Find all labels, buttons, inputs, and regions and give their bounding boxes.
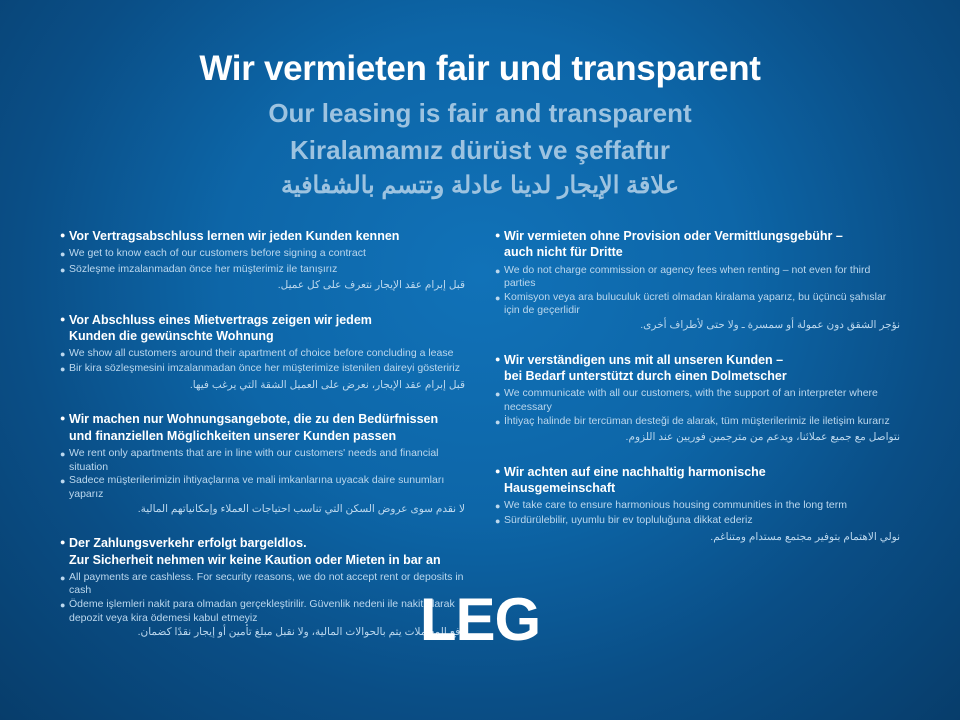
statement-de-text: Vor Abschluss eines Mietvertrags zeigen wir jedem bbox=[69, 312, 372, 327]
page-title-ar: علاقة الإيجار لدينا عادلة وتتسم بالشفافية bbox=[280, 172, 680, 200]
statement-en-text: We communicate with all our customers, with the support of an interpreter where necessary bbox=[504, 387, 878, 413]
bullet-icon: ● bbox=[495, 292, 501, 303]
statement-en bbox=[60, 247, 465, 262]
logo-text: LEG bbox=[419, 586, 541, 653]
statement-tr-text: Bir kira sözleşmesini imzalanmadan önce her müşterimize istenilen daireyi gösteririz bbox=[69, 362, 460, 375]
statement-ar-text: ‏لا نقدم سوى عروض السكن التي تناسب احتياجات العملاء وإمكانياتهم المالية. bbox=[137, 502, 465, 515]
statement-ar-text: ‏دفع المعاملات يتم بالحوالات المالية، ولا نقبل مبلغ تأمين أو إيجار نقدًا كضمان. bbox=[137, 626, 465, 639]
bullet-icon: ● bbox=[60, 537, 66, 548]
page-title-en: Our leasing is fair and transparent bbox=[268, 98, 692, 128]
statement-block bbox=[60, 228, 465, 294]
bullet-icon: ● bbox=[60, 413, 66, 424]
page-title-tr: Kiralamamız dürüst ve şeffaftır bbox=[289, 135, 670, 166]
bullet-icon: ● bbox=[60, 476, 66, 487]
statement-de-text: Wir verständigen uns mit all unseren Kunden – bbox=[504, 352, 784, 367]
statement-en bbox=[495, 387, 900, 414]
bullet-icon: ● bbox=[60, 349, 66, 360]
statement-en-text: We show all customers around their apartment of choice before concluding a lease bbox=[69, 347, 454, 360]
statement-tr bbox=[495, 514, 900, 529]
statement-de-text-cont: bei Bedarf unterstützt durch einen Dolmetscher bbox=[504, 369, 787, 384]
bullet-icon: ● bbox=[495, 416, 501, 427]
statement-tr-text: Komisyon veya ara buluculuk ücreti olmadan kiralama yaparız, bu üçüncü şahıslar için de geçerlidir bbox=[504, 290, 887, 317]
statement-block bbox=[60, 411, 465, 517]
bullet-icon: ● bbox=[495, 265, 501, 276]
statement-tr-text: Sözleşme imzalanmadan önce her müşterimiz ile tanışırız bbox=[69, 262, 338, 275]
bullet-icon: ● bbox=[60, 572, 66, 583]
statement-tr bbox=[495, 291, 900, 318]
bullet-icon: ● bbox=[495, 501, 501, 512]
statement-de-text-cont: Zur Sicherheit nehmen wir keine Kaution oder Mieten in bar an bbox=[69, 552, 441, 567]
statement-de-text: Wir machen nur Wohnungsangebote, die zu den Bedürfnissen bbox=[69, 412, 439, 427]
statement-tr bbox=[60, 362, 465, 377]
statement-block bbox=[60, 312, 465, 394]
bullet-icon: ● bbox=[495, 353, 501, 364]
statement-tr-text: İhtiyaç halinde bir tercüman desteği de alarak, tüm müşterilerimiz ile iletişim kurarız bbox=[504, 414, 890, 427]
bullet-icon: ● bbox=[495, 516, 501, 527]
page-title-de: Wir vermieten fair und transparent bbox=[199, 49, 761, 88]
statement-ar-text: ‏نؤجر الشقق دون عمولة أو سمسرة ـ ولا حتى لأطراف أخرى. bbox=[640, 319, 900, 332]
statement-de bbox=[60, 228, 465, 244]
statement-ar-text: ‏نولي الاهتمام بتوفير مجتمع مستدام ومتناغم. bbox=[710, 530, 900, 543]
statement-de bbox=[60, 312, 465, 328]
statement-de bbox=[495, 464, 900, 480]
bullet-icon: ● bbox=[60, 600, 66, 611]
bullet-icon: ● bbox=[495, 230, 501, 240]
bullet-icon: ● bbox=[60, 448, 66, 459]
statement-de-text-cont: Kunden die gewünschte Wohnung bbox=[69, 328, 274, 343]
headings-group bbox=[0, 48, 960, 203]
statement-en bbox=[60, 447, 465, 474]
statement-en-text: We do not charge commission or agency fees when renting – not even for third parties bbox=[504, 263, 871, 290]
statement-de-text: Wir achten auf eine nachhaltig harmonische bbox=[504, 464, 766, 479]
statement-tr-text: Sürdürülebilir, uyumlu bir ev topluluğuna dikkat ederiz bbox=[504, 514, 753, 527]
statement-de-text-cont: auch nicht für Dritte bbox=[504, 245, 623, 260]
statement-en bbox=[495, 499, 900, 514]
statement-tr bbox=[60, 474, 465, 501]
statement-tr bbox=[495, 415, 900, 430]
statement-de bbox=[60, 411, 465, 427]
statement-tr-text: Ödeme işlemleri nakit para olmadan gerçekleştirilir. Güvenlik nedeni ile nakit olarak depozit veya kira ödemesi kabul etmeyiz bbox=[69, 598, 455, 624]
statement-en-text: We rent only apartments that are in line with our customers' needs and financial situation bbox=[69, 446, 439, 473]
logo bbox=[0, 586, 960, 653]
statement-de bbox=[60, 535, 465, 551]
statement-tr bbox=[60, 263, 465, 278]
statement-block bbox=[495, 352, 900, 446]
statement-de-text-cont: und finanziellen Möglichkeiten unserer Kunden passen bbox=[69, 428, 397, 443]
statement-ar-text: ‏قبل إبرام عقد الإيجار، نعرض على العميل الشقة التي يرغب فيها. bbox=[189, 378, 465, 391]
statement-de bbox=[495, 228, 900, 244]
statement-en-text: We take care to ensure harmonious housing communities in the long term bbox=[504, 499, 847, 512]
statement-en bbox=[60, 347, 465, 362]
statement-tr-text: Sadece müşterilerimizin ihtiyaçlarına ve mali imkanlarına uyacak daire sunumları yaparız bbox=[69, 474, 445, 500]
statement-de-text-cont: Hausgemeinschaft bbox=[504, 480, 616, 495]
statement-block bbox=[495, 228, 900, 334]
statement-ar-text: ‏نتواصل مع جميع عملائنا، ويدعم من مترجمين فوريين عند اللزوم. bbox=[625, 430, 900, 443]
statement-block bbox=[495, 464, 900, 546]
statement-de-text: Der Zahlungsverkehr erfolgt bargeldlos. bbox=[69, 536, 307, 551]
bullet-icon: ● bbox=[495, 465, 501, 476]
statement-en-text: All payments are cashless. For security reasons, we do not accept rent or deposits in cash bbox=[69, 570, 464, 597]
bullet-icon: ● bbox=[495, 389, 501, 400]
bullet-icon: ● bbox=[60, 313, 66, 324]
statement-en bbox=[495, 264, 900, 291]
statement-de bbox=[495, 352, 900, 368]
statement-de-text: Vor Vertragsabschluss lernen wir jeden Kunden kennen bbox=[69, 229, 400, 243]
bullet-icon: ● bbox=[60, 249, 66, 260]
statement-en-text: We get to know each of our customers before signing a contract bbox=[69, 247, 366, 260]
statement-ar-text: ‏قبل إبرام عقد الإيجار نتعرف على كل عميل. bbox=[277, 278, 465, 291]
statement-de-text: Wir vermieten ohne Provision oder Vermittlungsgebühr – bbox=[504, 229, 843, 243]
bullet-icon: ● bbox=[60, 230, 66, 240]
bullet-icon: ● bbox=[60, 364, 66, 375]
bullet-icon: ● bbox=[60, 264, 66, 275]
